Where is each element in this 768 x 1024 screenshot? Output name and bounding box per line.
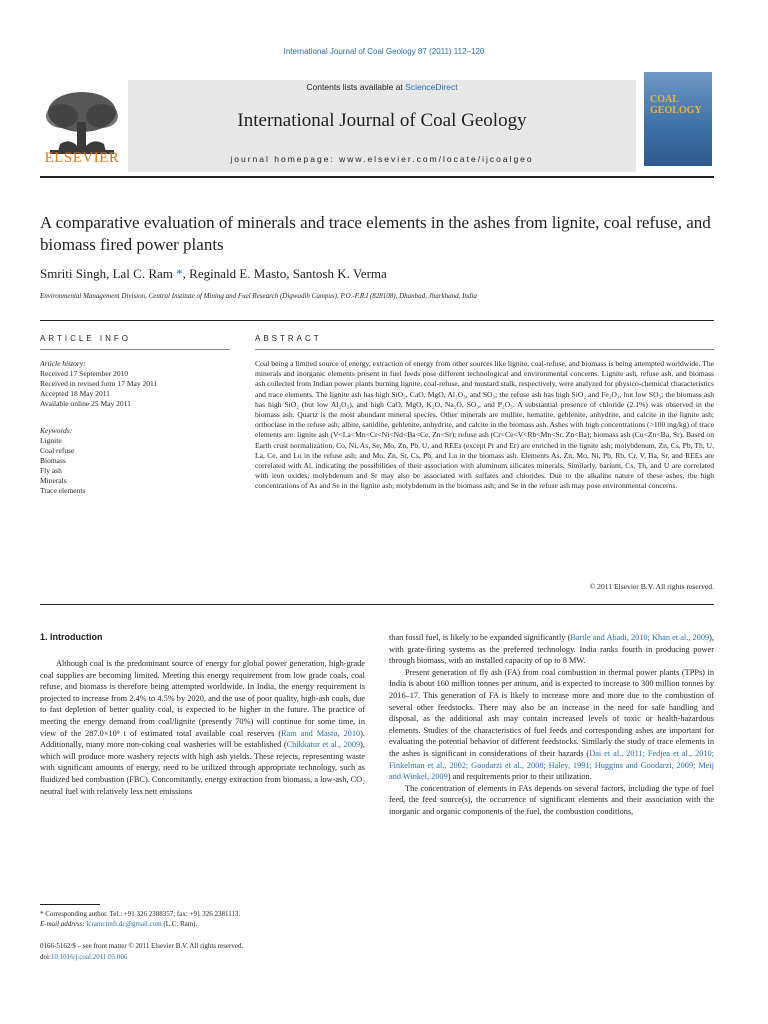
body-column-left <box>40 658 365 797</box>
journal-cover-image <box>644 72 712 166</box>
text-run: Present generation of fly ash (FA) from coal combustion in thermal power plants (TPPs) in India is about 160 million tonnes per annum, and is expected to increase to 300 million tonnes by 2016–17. This generation of FA is likely to increase more and more due to the combustion of several other feedstocks. There may also be an increase in the need for safe handling and disposal, as the additional ash may contain increased levels of toxic or health-hazardous elements. Studies of the characteristics of fuel feeds and corresponding ashes are important for evaluating the potential behavior of different feedstocks. Similarly the study of trace elements in the ashes is significant in considerations of their hazards ( <box>389 667 714 758</box>
body-paragraph: The concentration of elements in FAs depends on several factors, including the type of fuel feed, the feed source(s), the occurrence of significant elements and their association with the inorganic and organic components of the fuel, the combustion conditions, <box>389 783 714 816</box>
history-item: Received in revised form 17 May 2011 <box>40 379 158 388</box>
issn-block <box>40 941 365 963</box>
article-title: A comparative evaluation of minerals and trace elements in the ashes from lignite, coal refuse, and biomass fired power plants <box>40 213 711 254</box>
history-item: Available online 25 May 2011 <box>40 399 131 408</box>
doi-prefix: doi: <box>40 953 51 961</box>
footnote-divider <box>40 904 100 905</box>
journal-citation[interactable]: International Journal of Coal Geology 87 (2011) 112–120 <box>283 47 485 56</box>
corresponding-author-mark[interactable]: * <box>176 266 183 281</box>
history-label: Article history: <box>40 359 86 368</box>
article-info-rule <box>40 349 230 350</box>
keyword-item: Coal refuse <box>40 446 75 455</box>
journal-masthead <box>128 80 636 172</box>
text-run: Although coal is the predominant source of energy for global power generation, high-grade coal supplies are becoming limited. Meeting this energy requirement from low grade coals, coal refuse, and biomass is therefore being attempted worldwide. In India, the energy requirement is projected to increase from 2.4% to 4.5% by 2020, and the use of poor quality, high-ash coals, due to fast depletion of better quality coal, is expected to be higher in the future. The practice of meeting the energy demand from coal/lignite (presently 70%) will continue for some time, in view of the 287.0×10⁹ t of estimated total available coal reserves ( <box>40 659 365 738</box>
body-paragraph <box>389 632 714 667</box>
elsevier-wordmark: ELSEVIER <box>44 150 120 166</box>
history-item: Received 17 September 2010 <box>40 369 129 378</box>
affiliation: Environmental Management Division, Central Institute of Mining and Fuel Research (Digwadih Campus), P.O.-F.R.I (828108), Dhanbad, Jharkhand, India <box>40 292 477 300</box>
citation-link[interactable]: Ram and Masto, 2010 <box>281 728 361 738</box>
body-column-right <box>389 632 714 818</box>
doi-link[interactable]: 10.1016/j.coal.2011.05.006 <box>50 953 128 961</box>
copyright-line: © 2011 Elsevier B.V. All rights reserved. <box>589 582 714 591</box>
doi-line <box>40 952 365 963</box>
contents-prefix: Contents lists available at <box>306 82 406 92</box>
authors-rest: , Reginald E. Masto, Santosh K. Verma <box>182 266 387 281</box>
citation-link[interactable]: Bartle and Abadi, 2010; Khan et al., 2009 <box>570 633 710 642</box>
email-link[interactable]: lcramcimfr.dc@gmail.com <box>86 920 162 928</box>
keyword-item: Minerals <box>40 476 67 485</box>
text-run: ), with grate-firing systems as the preferred technology. India ranks fourth in producing power through biomass, with an installed capacity of up to 8 MW. <box>389 633 714 666</box>
keyword-item: Biomass <box>40 456 66 465</box>
text-run: ). Additionally, many more non-coking coal washeries will be established ( <box>40 728 365 750</box>
history-item: Accepted 18 May 2011 <box>40 389 110 398</box>
text-run: than fossil fuel, is likely to be expanded significantly ( <box>389 633 571 642</box>
issn-line: 0166-5162/$ – see front matter © 2011 Elsevier B.V. All rights reserved. <box>40 942 244 950</box>
sciencedirect-link[interactable]: ScienceDirect <box>405 82 458 92</box>
journal-homepage[interactable]: journal homepage: www.elsevier.com/locate/ijcoalgeo <box>230 154 534 164</box>
citation-link[interactable]: Chikkatur et al., 2009 <box>286 740 361 750</box>
body-paragraph <box>389 667 714 783</box>
author-list <box>40 266 387 282</box>
authors-first: Smriti Singh, Lal C. Ram <box>40 266 177 281</box>
contents-line <box>128 82 636 92</box>
corresponding-author-note: * Corresponding author. Tel.: +91 326 2388357; fax: +91 326 2381113. <box>40 910 241 918</box>
section-heading-introduction: 1. Introduction <box>40 632 103 642</box>
abstract-text: Coal being a limited source of energy, extraction of energy from other sources like lignite, coal-refuse, and biomass is being attempted worldwide. The minerals and inorganic elements present in fuel feeds pose different technological and environmental concerns. Lignite ash, refuse ash, and biomass ash collected from Indian power plants burning lignite, coal-refuse, and mustard stalk, respectively, were analyzed for physico-chemical characteristics and trace elements. The lignite ash has high SiO₂, CaO, MgO, Al₂O₃, and SO₃; the refuse ash has high SiO₂ and Fe₂O₃, but low SO₃; the biomass ash has high SiO₂ (but low Al₂O₃), and high CaO, MgO, K₂O, Na₂O, SO₃, and P₂O₅. A substantial presence of chloride (2.1%) was observed in the biomass ash. Quartz is the most abundant mineral species. Other minerals are mullite, hematite, gehlenite, anhydrite, and calcite in the lignite ash; orthoclase in the refuse ash; albite, sanidine, gehlenite, anhydrite, and calcite in the biomass ash. Ashes with high concentrations (>100 mg/kg) of trace elements are: lignite ash (V<La<Mn<Cr<Ni<Nd<Ba<Ce, Zn<Sr); refuse ash (Cr<Ce<V<Rb<Mn<Sr, Zn<Ba); biomass ash (Cu<Zn<Ba, Sr). Based on Earth crust normalization, Co, Ni, As, Se, Mo, Zn, Pb, U, and REEs (except Pr and Er) are enriched in the lignite ash; molybdenum, Zn, Cs, Pb, Th, U, La, Ce, and Lu in the refuse ash; and Mo, Zn, Sr, Cs, Pb, and Lu in the biomass ash. Elements As, Zn, Mo, Ni, Pb, Rb, Cr, V, Ba, Sr, and REEs are correlated with Al, indicating the possibilities of their association with aluminum silicates minerals. Similarly, barium, Cs, Th, and U are correlated with iron oxides; molybdenum and Sr may also be associated with sulfates and chlorides. Due to the alkaline nature of these ashes, the high concentrations of As and Se in the lignite ash; molybdenum in the biomass ash; and Se in the refuse ash may pose environmental concerns. <box>255 359 715 491</box>
text-run: ), which will produce more washery rejects with high ash yields. These rejects, representing waste with significant amounts of energy, need to be utilized through appropriate technology, such as fluidized bed combustion (FBC). Concomitantly, energy extraction from biomass, a low-ash, CO₂ neutral fuel with relatively less nett emissions <box>40 740 365 796</box>
cover-title: COAL GEOLOGY <box>650 94 702 116</box>
footnote <box>40 909 365 929</box>
body-paragraph <box>40 658 365 797</box>
abstract-rule <box>255 349 714 350</box>
keywords-label: Keywords: <box>40 426 73 435</box>
email-label: E-mail address: <box>40 920 87 928</box>
keywords-block <box>40 426 230 496</box>
email-suffix: (L.C. Ram). <box>161 920 198 928</box>
journal-title: International Journal of Coal Geology <box>237 110 527 131</box>
keyword-item: Fly ash <box>40 466 62 475</box>
keyword-item: Trace elements <box>40 486 86 495</box>
header-divider <box>40 176 714 178</box>
email-line <box>40 919 365 929</box>
text-run: ) and requirements prior to their utilization. <box>447 772 592 782</box>
journal-header <box>40 68 714 172</box>
keyword-item: Lignite <box>40 436 62 445</box>
citation-link[interactable]: Dai et al., 2011; Fedjea et al., 2010; Finkelman et al., 2002; Goodarzi et al., 2008; Haley, 1991; Huggins and Goodarzi, 2009; Meij and Winkel, 2009 <box>389 748 714 782</box>
section-divider <box>40 320 714 321</box>
abstract-divider <box>40 604 714 605</box>
article-info-heading: ARTICLE INFO <box>40 334 131 343</box>
article-history <box>40 359 230 409</box>
abstract-heading: ABSTRACT <box>255 334 322 343</box>
